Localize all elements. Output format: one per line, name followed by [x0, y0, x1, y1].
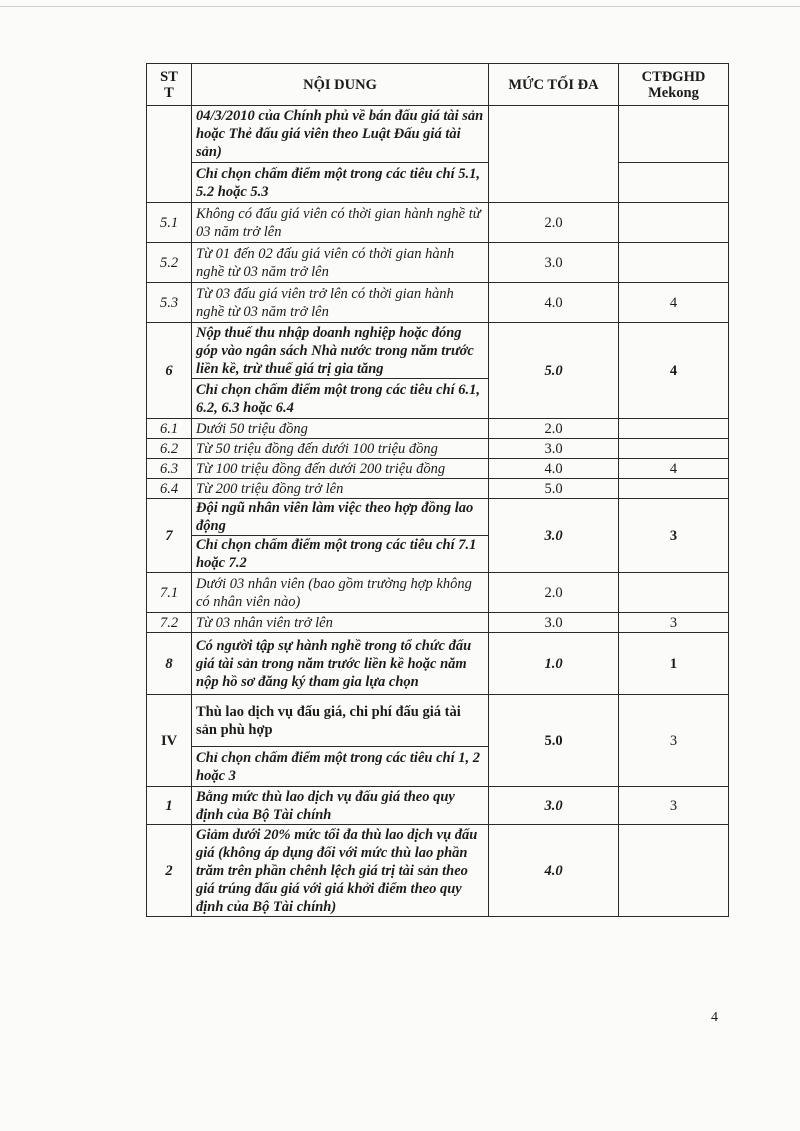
row-content: Từ 50 triệu đồng đến dưới 100 triệu đồng [192, 439, 489, 459]
row-score [619, 825, 729, 917]
row-score: 4 [619, 323, 729, 419]
table-row [147, 787, 729, 825]
table-row [147, 243, 729, 283]
table-row [147, 695, 729, 747]
page-number: 4 [711, 1010, 718, 1025]
scan-edge-line [0, 6, 800, 7]
row-st: 1 [147, 787, 192, 825]
table-row [147, 419, 729, 439]
header-muc-toi-da: MỨC TỐI ĐA [489, 64, 619, 106]
table-row [147, 459, 729, 479]
header-ctdghd: CTĐGHD Mekong [619, 64, 729, 106]
table-row [147, 163, 729, 203]
row-st: 6.3 [147, 459, 192, 479]
table-row [147, 106, 729, 163]
row-st: 7.1 [147, 573, 192, 613]
row-score: 1 [619, 633, 729, 695]
row-st: 5.3 [147, 283, 192, 323]
header-noi-dung: NỘI DUNG [192, 64, 489, 106]
row-content: Dưới 03 nhân viên (bao gồm trường hợp không có nhân viên nào) [192, 573, 489, 613]
row-content: Giảm dưới 20% mức tối đa thù lao dịch vụ đấu giá (không áp dụng đối với mức thù lao phần trăm trên phần chênh lệch giá trị tài sản theo giá trúng đấu giá với giá khởi điểm theo quy định của Bộ Tài chính) [192, 825, 489, 917]
row-st: 8 [147, 633, 192, 695]
table-row [147, 323, 729, 379]
row-score [619, 479, 729, 499]
row-max: 4.0 [489, 283, 619, 323]
row-score: 3 [619, 787, 729, 825]
row-st: 5.1 [147, 203, 192, 243]
row-max: 3.0 [489, 439, 619, 459]
row-max: 4.0 [489, 459, 619, 479]
table-header-row [147, 64, 729, 106]
row-max: 3.0 [489, 613, 619, 633]
row-st: 2 [147, 825, 192, 917]
header-stt: ST T [147, 64, 192, 106]
table-row [147, 613, 729, 633]
row-score: 4 [619, 283, 729, 323]
row-st: 6.2 [147, 439, 192, 459]
row-content: Chỉ chọn chấm điểm một trong các tiêu chí 7.1 hoặc 7.2 [192, 536, 489, 573]
row-score: 3 [619, 613, 729, 633]
row-content: Có người tập sự hành nghề trong tổ chức đấu giá tài sản trong năm trước liền kề hoặc năm nộp hồ sơ đăng ký tham gia lựa chọn [192, 633, 489, 695]
row-max: 5.0 [489, 323, 619, 419]
table-row [147, 633, 729, 695]
row-max: 4.0 [489, 825, 619, 917]
row-max: 3.0 [489, 499, 619, 573]
row-max: 5.0 [489, 695, 619, 787]
table-row [147, 573, 729, 613]
row-max: 2.0 [489, 573, 619, 613]
table-row [147, 825, 729, 917]
row-content: Dưới 50 triệu đồng [192, 419, 489, 439]
row-content: Từ 03 nhân viên trở lên [192, 613, 489, 633]
row-score: 3 [619, 695, 729, 787]
row-score [619, 163, 729, 203]
row-score [619, 419, 729, 439]
row-content: Chỉ chọn chấm điểm một trong các tiêu chí 5.1, 5.2 hoặc 5.3 [192, 163, 489, 203]
row-max: 2.0 [489, 419, 619, 439]
row-content: Nộp thuế thu nhập doanh nghiệp hoặc đóng góp vào ngân sách Nhà nước trong năm trước liền kề, trừ thuế giá trị gia tăng [192, 323, 489, 379]
row-content: Đội ngũ nhân viên làm việc theo hợp đồng lao động [192, 499, 489, 536]
row-max: 1.0 [489, 633, 619, 695]
row-max [489, 106, 619, 203]
table-row [147, 439, 729, 459]
row-max: 3.0 [489, 787, 619, 825]
row-score [619, 243, 729, 283]
row-st: 7 [147, 499, 192, 573]
row-content: 04/3/2010 của Chính phủ về bán đấu giá tài sản hoặc Thẻ đấu giá viên theo Luật Đấu giá tài sản) [192, 106, 489, 163]
row-content: Từ 01 đến 02 đấu giá viên có thời gian hành nghề từ 03 năm trở lên [192, 243, 489, 283]
row-st: 7.2 [147, 613, 192, 633]
row-st [147, 106, 192, 203]
row-score [619, 106, 729, 163]
row-st: 6.4 [147, 479, 192, 499]
row-st: 6.1 [147, 419, 192, 439]
row-score [619, 203, 729, 243]
row-content: Không có đấu giá viên có thời gian hành nghề từ 03 năm trở lên [192, 203, 489, 243]
row-content: Từ 200 triệu đồng trở lên [192, 479, 489, 499]
row-st: IV [147, 695, 192, 787]
row-content: Chỉ chọn chấm điểm một trong các tiêu chí 1, 2 hoặc 3 [192, 747, 489, 787]
row-max: 3.0 [489, 243, 619, 283]
row-content: Chỉ chọn chấm điểm một trong các tiêu chí 6.1, 6.2, 6.3 hoặc 6.4 [192, 379, 489, 419]
row-score: 3 [619, 499, 729, 573]
row-st: 6 [147, 323, 192, 419]
row-st: 5.2 [147, 243, 192, 283]
row-score [619, 573, 729, 613]
row-content: Thù lao dịch vụ đấu giá, chi phí đấu giá tài sản phù hợp [192, 695, 489, 747]
row-score [619, 439, 729, 459]
row-content: Bằng mức thù lao dịch vụ đấu giá theo quy định của Bộ Tài chính [192, 787, 489, 825]
row-max: 2.0 [489, 203, 619, 243]
row-content: Từ 03 đấu giá viên trở lên có thời gian hành nghề từ 03 năm trở lên [192, 283, 489, 323]
table-row [147, 203, 729, 243]
table-row [147, 283, 729, 323]
table-row [147, 479, 729, 499]
row-score: 4 [619, 459, 729, 479]
criteria-table [146, 63, 729, 917]
row-content: Từ 100 triệu đồng đến dưới 200 triệu đồng [192, 459, 489, 479]
row-max: 5.0 [489, 479, 619, 499]
table-row [147, 499, 729, 536]
